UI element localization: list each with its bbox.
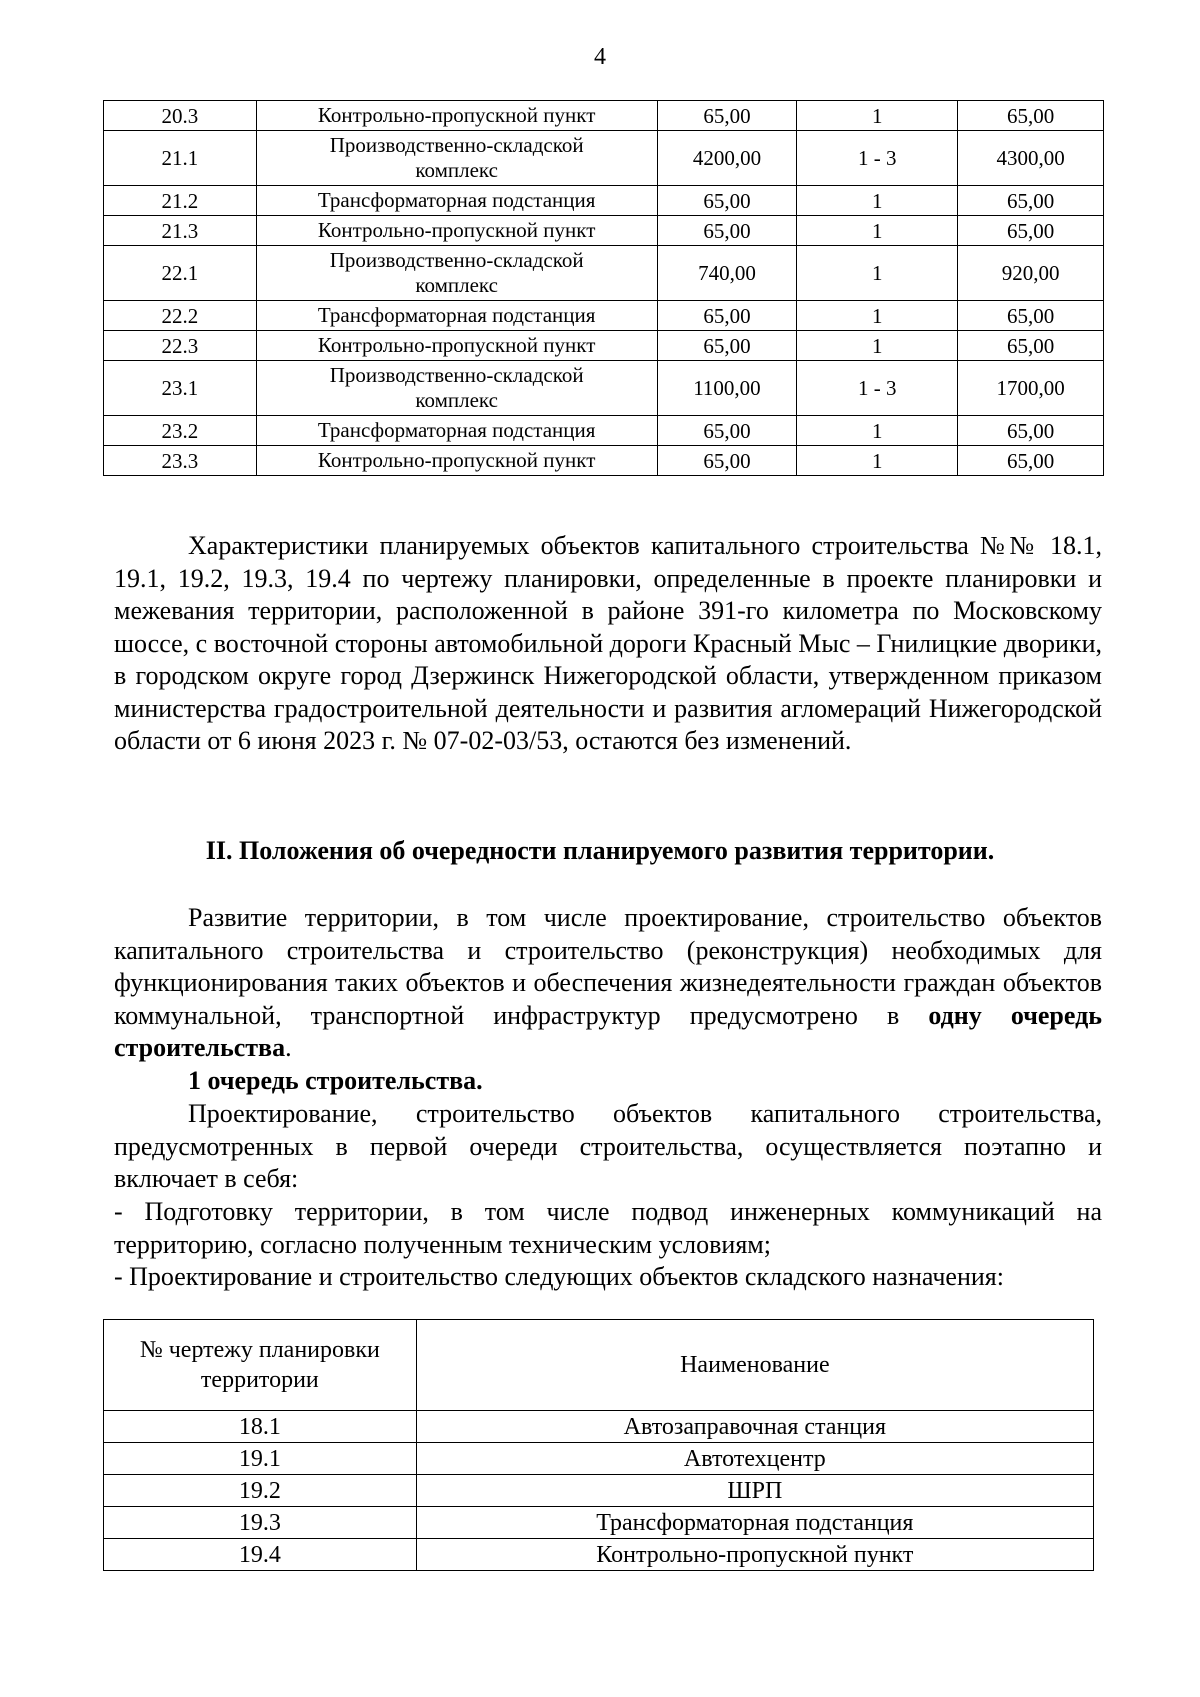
table-row	[104, 186, 1104, 216]
cell-floors: 1	[797, 186, 958, 216]
cell-number: 21.1	[104, 131, 257, 186]
cell-drawing-number: 19.2	[104, 1475, 417, 1507]
cell-number: 23.3	[104, 446, 257, 476]
paragraph-design: Проектирование, строительство объектов капитального строительства, предусмотренных в первой очереди строительства, осуществляется поэтапно и включает в себя:	[114, 1099, 1102, 1193]
cell-name: Производственно-складской комплекс	[256, 131, 657, 186]
cell-floors: 1	[797, 446, 958, 476]
cell-floors: 1	[797, 246, 958, 301]
cell-total: 65,00	[958, 331, 1104, 361]
cell-floors: 1	[797, 331, 958, 361]
cell-number: 22.1	[104, 246, 257, 301]
table-row	[104, 1475, 1094, 1507]
table-row	[104, 1443, 1094, 1475]
cell-total: 65,00	[958, 216, 1104, 246]
section-heading: II. Положения об очередности планируемого развития территории.	[205, 836, 995, 865]
cell-number: 23.1	[104, 361, 257, 416]
header-name: Наименование	[416, 1320, 1093, 1411]
cell-floors: 1 - 3	[797, 131, 958, 186]
cell-area: 1100,00	[657, 361, 797, 416]
cell-floors: 1	[797, 416, 958, 446]
cell-name: Контрольно-пропускной пункт	[256, 331, 657, 361]
cell-name: Производственно-складской комплекс	[256, 361, 657, 416]
table-row	[104, 331, 1104, 361]
table-row	[104, 416, 1104, 446]
paragraph-development	[114, 902, 1102, 1065]
cell-total: 65,00	[958, 301, 1104, 331]
cell-number: 22.2	[104, 301, 257, 331]
cell-name: Контрольно-пропускной пункт	[256, 216, 657, 246]
cell-drawing-number: 19.3	[104, 1507, 417, 1539]
table-row	[104, 301, 1104, 331]
cell-name: Трансформаторная подстанция	[256, 186, 657, 216]
cell-area: 65,00	[657, 186, 797, 216]
table-row	[104, 1411, 1094, 1443]
paragraph-characteristics: Характеристики планируемых объектов капитального строительства №№ 18.1, 19.1, 19.2, 19.3, 19.4 по чертежу планировки, определенные в проекте планировки и межевания территории, расположенной в районе 391-го километра по Московскому шоссе, с восточной стороны автомобильной дороги Красный Мыс – Гнилицкие дворики, в городском округе город Дзержинск Нижегородской области, утвержденном приказом министерства градостроительной деятельности и развития агломераций Нижегородской области от 6 июня 2023 г. № 07-02-03/53, остаются без изменений.	[114, 531, 1102, 755]
cell-area: 65,00	[657, 416, 797, 446]
cell-total: 65,00	[958, 416, 1104, 446]
table-row	[104, 246, 1104, 301]
cell-area: 65,00	[657, 331, 797, 361]
cell-area: 4200,00	[657, 131, 797, 186]
paragraph-development-end: .	[285, 1033, 292, 1062]
table-row	[104, 1539, 1094, 1571]
cell-name: Производственно-складской комплекс	[256, 246, 657, 301]
cell-name: Контрольно-пропускной пункт	[256, 101, 657, 131]
cell-drawing-number: 19.4	[104, 1539, 417, 1571]
cell-object-name: Контрольно-пропускной пункт	[416, 1539, 1093, 1571]
cell-area: 65,00	[657, 101, 797, 131]
cell-total: 65,00	[958, 101, 1104, 131]
cell-number: 20.3	[104, 101, 257, 131]
header-drawing-number: № чертежу планировки территории	[104, 1320, 417, 1411]
cell-floors: 1 - 3	[797, 361, 958, 416]
stage-heading: 1 очередь строительства.	[188, 1066, 483, 1095]
stage-table-header-row	[104, 1320, 1094, 1411]
cell-name: Трансформаторная подстанция	[256, 301, 657, 331]
cell-number: 23.2	[104, 416, 257, 446]
cell-area: 65,00	[657, 301, 797, 331]
cell-object-name: ШРП	[416, 1475, 1093, 1507]
objects-table-body	[104, 101, 1104, 476]
cell-name: Трансформаторная подстанция	[256, 416, 657, 446]
cell-name: Контрольно-пропускной пункт	[256, 446, 657, 476]
cell-object-name: Автотехцентр	[416, 1443, 1093, 1475]
cell-floors: 1	[797, 101, 958, 131]
cell-total: 4300,00	[958, 131, 1104, 186]
cell-total: 65,00	[958, 446, 1104, 476]
table-row	[104, 101, 1104, 131]
cell-floors: 1	[797, 301, 958, 331]
cell-floors: 1	[797, 216, 958, 246]
paragraph-development-bold: одну очередь строительства	[114, 1000, 1102, 1062]
bullet-construction: - Проектирование и строительство следующих объектов складского назначения:	[114, 1262, 1004, 1291]
stage-table-body	[104, 1411, 1094, 1571]
cell-drawing-number: 19.1	[104, 1443, 417, 1475]
table-row	[104, 1507, 1094, 1539]
cell-number: 21.3	[104, 216, 257, 246]
table-row	[104, 446, 1104, 476]
cell-total: 1700,00	[958, 361, 1104, 416]
cell-area: 65,00	[657, 446, 797, 476]
bullet-preparation: - Подготовку территории, в том числе подвод инженерных коммуникаций на территорию, согласно полученным техническим условиям;	[114, 1197, 1102, 1259]
cell-number: 21.2	[104, 186, 257, 216]
cell-area: 65,00	[657, 216, 797, 246]
paragraph-development-text: Развитие территории, в том числе проектирование, строительство объектов капитального строительства и строительство (реконструкция) необходимых для функционирования таких объектов и обеспечения жизнедеятельности граждан объектов коммунальной, транспортной инфраструктур предусмотрено в	[114, 903, 1102, 1030]
cell-area: 740,00	[657, 246, 797, 301]
cell-total: 65,00	[958, 186, 1104, 216]
cell-total: 920,00	[958, 246, 1104, 301]
cell-number: 22.3	[104, 331, 257, 361]
objects-table	[103, 100, 1104, 476]
stage-table	[103, 1319, 1094, 1571]
cell-object-name: Автозаправочная станция	[416, 1411, 1093, 1443]
cell-drawing-number: 18.1	[104, 1411, 417, 1443]
table-row	[104, 361, 1104, 416]
table-row	[104, 131, 1104, 186]
page-number: 4	[594, 44, 606, 70]
table-row	[104, 216, 1104, 246]
cell-object-name: Трансформаторная подстанция	[416, 1507, 1093, 1539]
